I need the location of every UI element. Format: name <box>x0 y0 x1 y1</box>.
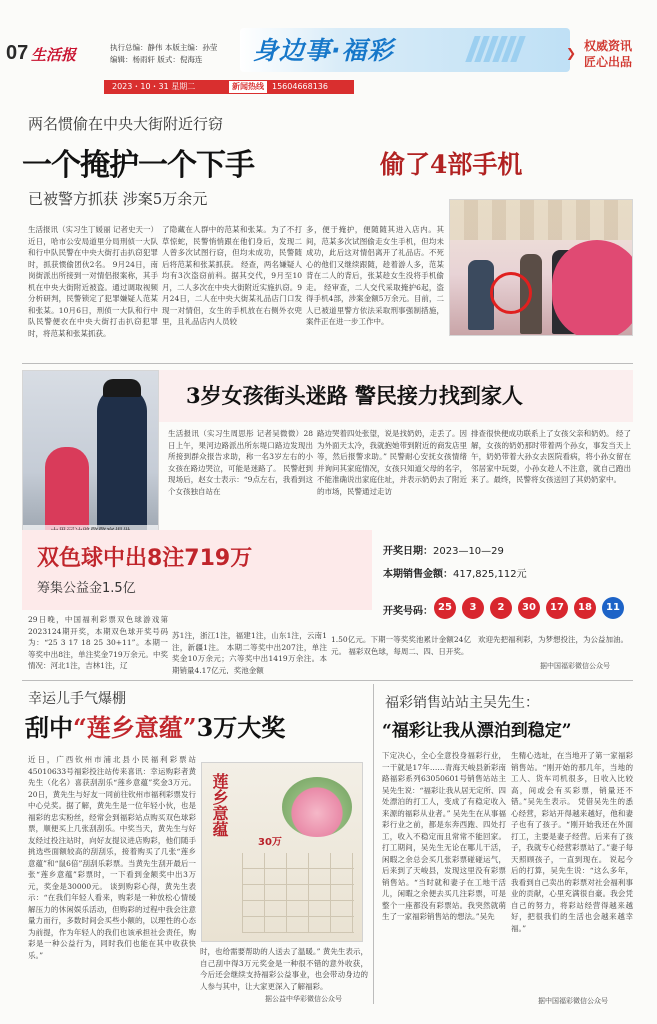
red-ball: 17 <box>546 597 568 619</box>
red-ball: 30 <box>518 597 540 619</box>
numbers-label: 开奖号码： <box>383 606 433 617</box>
red-ball: 25 <box>434 597 456 619</box>
editor-line-1: 执行总编：静伟 本版主编：孙莹 <box>110 43 218 52</box>
article3-column-2: 苏1注，浙江1注，福建1注，山东1注，云南1注，新疆1注。 本期二等奖中出207注，单注奖金10万余元；六等奖中出1419万余注。本期销量4.17亿元，奖池金额 <box>172 631 327 674</box>
divider <box>22 680 633 681</box>
red-ball: 2 <box>490 597 512 619</box>
article1-column-3: 多，便于掩护，便随随其进入店内。其间，范某多次试图偷走女生手机，但均未成功，此后这对情侣离开了礼品店。不死心的他们又继续跟随，趁着游人多，范某背在二人的背后，张某趁女生没将手机偷走。 经审查，二人交代采取掩护6起，盗得手机4部，涉案金额5万余元。目前，二人已被道里警方依法采取刑事强制措施，案件正在进一步工作中。 <box>306 225 444 326</box>
article1-deck: 已被警方抓获 涉案5万余元 <box>28 190 208 208</box>
article2-column-3: 排查很快便成功联系上了女孩父亲和奶奶。 经了解，女孩的奶奶那时带着两个孙女，事发当天上午，奶奶带着大孙女去医院看病，将小孙女留在邻居家中玩耍，小孙女趁人不注意，就自己跑出来了。最终，民警将女孩送回了其奶奶家中。 <box>471 429 631 484</box>
article4-title-highlight: “莲乡意蕴” <box>73 713 197 742</box>
article4-subtitle: 幸运儿手气爆棚 <box>28 691 126 707</box>
scratch-ticket-image <box>201 762 363 942</box>
draw-date-label: 开奖日期： <box>383 546 433 557</box>
article5-column-2: 生精心选址，在当地开了第一家福彩销售站。“刚开始的那几年，当地的工人、货车司机很多，日收入比较高，间或会有买彩票，销量还不错。”吴先生表示。 凭借吴先生的悉心经营，彩站开得越来越好，他和妻子也有了孩子。“刚开始我还在外面打工，主要是妻子经营。后来有了孩子，我就专心经营彩票站了。”妻子每天照顾孩子，一直到现在。 说起今后的打算，吴先生说：“这么多年，我看到自己卖出的彩票对社会福利事业的贡献，心里充满很自豪。我会凭自己的努力，将彩站经营得越来越好，把很我们的生活也会越来越幸福。” <box>511 751 633 933</box>
girl-figure-icon <box>45 447 89 537</box>
article1-photo <box>449 199 633 336</box>
draw-date-value: 2023—10—29 <box>433 546 504 557</box>
scratch-grid <box>242 853 354 933</box>
article1-subtitle: 两名惯偷在中央大街附近行窃 <box>28 115 224 133</box>
article4-column-1: 近日，广西钦州市浦北县小民福利彩票站45010633号福彩投注站传来喜讯：幸运购彩者黄先生（化名）喜获刮刮乐“莲乡意蕴”奖金3万元。 20日，黄先生与好友一同前往钦州市福利彩票发行中心兑奖。据了解，黄先生是一位年轻小伙，也是福彩的忠实粉丝，经常会到福彩站点购买双色球彩票，顺便买上几张刮刮乐。中奖当天，黄先生与好友经过投注站时，向好友提议进店购彩，他们随手挑选些面额较高的刮刮乐，接着购买了几张“莲乡意蕴”和“鼠6倍”刮刮乐彩票。当黄先生刮开最后一张“莲乡意蕴”彩票时，一下看到金额奖中出3万元，奖金是30000元。 谈到购彩心得，黄先生表示：“在我们年轻人看来，购彩是一种放松心情缓解压力的休闲娱乐活动，但购彩的过程中我会注意量力而行，多数时间会买些小额的，以理性的心态为前提，作为年轻人的我们也该承担社会责任，购彩是一种公益行为，同时我们也能在其中收获快乐。” <box>28 755 196 960</box>
article5-subtitle: 福彩销售站站主吴先生： <box>385 695 539 711</box>
slogan <box>584 38 632 70</box>
article1-column-2: 了隐藏在人群中的范某和张某。为了不打草惊蛇，民警悄悄跟在他们身后，发现二人曾多次试图行窃，但均未成功，民警随后将范某和张某抓获。 经查，两名嫌疑人均有3次盗窃前科。据其交代，9月至10月，二人多次在中央大街附近实施扒窃。9月24日，二人在中央大街某礼品店门口发现一对情侣，女生的手机放在右侧外衣兜里，且礼品店内人员较 <box>162 225 302 326</box>
article2-column-2: 路边哭着四处张望，说是找奶奶，走丢了。因为外面天太冷，我就抱她带到附近的商发店里等，然后报警求助。” 民警耐心安抚女孩情绪并询问其家庭情况，女孩只知道父母的名字，不能准确说出家庭住址，并表示奶奶去了附近的市场，民警通过走访 <box>317 429 467 496</box>
red-ball: 3 <box>462 597 484 619</box>
highlight-circle-icon <box>490 272 532 314</box>
sales-value: 417,825,112元 <box>453 569 527 580</box>
article4-source: 据公益中华彩微信公众号 <box>265 995 342 1003</box>
ticket-title: 莲乡意蕴 <box>210 773 229 837</box>
article4-title <box>25 708 285 743</box>
red-ball: 18 <box>574 597 596 619</box>
sales-amount <box>383 565 527 580</box>
police-officer-figure-icon <box>97 387 147 537</box>
paper-name-logo: 生活报 <box>31 46 77 64</box>
article5-column-1: 下定决心，全心全意投身福彩行业，一干就是17年……青海天峻县新彩南路福彩系列63050601号销售站站主吴先生说：“福彩让我从居无定所、四处漂泊的打工人，变成了有稳定收入来源的福彩从业者。” 吴先生在从事福彩行业之前，都是东奔西跑、四处打工，收入不稳定而且常常不能回家。打工期间，吴先生无论在哪儿干活，闲暇之余总会买几张彩票碰碰运气，后来到了天峻县，发现这里没有彩票销售站。“当时就和妻子在工地干活儿，闲暇之余便去买几注彩票，可是整个一座都没有彩票站。我突然就萌生了一家福彩销售站的想法。”吴先 <box>382 751 506 921</box>
draw-date <box>383 542 504 557</box>
article4-title-post: 3万大奖 <box>196 713 286 742</box>
arrow-icon: ❯ <box>566 46 577 60</box>
editor-line-2: 编辑：杨雨轩 版式：倪海连 <box>110 55 203 64</box>
article3-source: 据中国福彩微信公众号 <box>540 662 610 670</box>
article4-title-pre: 刮中 <box>25 713 73 742</box>
slogan-line-1: 权威资讯 <box>584 39 633 53</box>
slogan-line-2: 匠心出品 <box>584 55 633 69</box>
banner-stripes-icon <box>470 36 550 62</box>
ticket-prize: 30万 <box>258 837 282 848</box>
sales-label: 本期销售金额： <box>383 569 453 580</box>
blue-ball: 11 <box>602 597 624 619</box>
divider <box>22 363 633 364</box>
article4-column-2: 时，也给需要帮助的人送去了温暖。” 黄先生表示，自己刮中得3万元奖金是一种很不错的意外收获，今后还会继续支持福彩公益事业，也会带动身边的人参与其中，让大家更深入了解福彩。 <box>200 947 368 991</box>
column-divider <box>373 684 374 1004</box>
article1-column-1: 生活报讯（实习生丁媛丽 记者史天一）近日，哈市公安局道里分局刑侦一大队和行中队民警在中央大街打击扒窃犯罪时，抓获惯偷团伙2名。 9月24日，南岗街派出所接到一对情侣报案称，其手机在中央大街附近被盗。通过调取视频分析研判，民警锁定了犯罪嫌疑人范某和张某。10月6日，刑侦一大队和行中队民警便衣在中央大街打击扒窃犯罪时，将范某和张某抓获。 <box>28 225 158 338</box>
page-header <box>0 0 657 92</box>
article3-column-1: 29日晚，中国福利彩票双色球游戏第2023124期开奖，本期双色球开奖号码为：“25 3 17 18 25 30+11”。本期一等奖中出8注，单注奖金719万余元。中奖情况：河北1注，吉林1注，辽 <box>28 615 168 670</box>
teddy-bear-icon <box>552 240 633 336</box>
hotline-label: 新闻热线 <box>229 81 267 93</box>
page-number: 07 <box>6 42 29 64</box>
issue-date: 2023・10・31 星期二 <box>112 82 196 91</box>
article1-title: 一个掩护一个下手 <box>22 148 254 183</box>
dateline-bar <box>104 80 354 94</box>
editor-credits <box>110 42 217 66</box>
hotline-number: 15604668136 <box>272 82 328 91</box>
article3-column-3: 1.50亿元。下期一等奖奖池累计金额24亿元。 福彩双色球，每周二、四、日开奖。 <box>331 635 471 656</box>
article2-title: 3岁女孩街头迷路 警民接力找到家人 <box>186 383 523 408</box>
article3-column-4: 欢迎先把福利彩，为梦想投注，为公益加油。 <box>478 635 628 644</box>
article5-title: “福彩让我从漂泊到稳定” <box>382 721 572 741</box>
section-title: 身边事·福彩 <box>253 36 394 65</box>
lotus-icon <box>282 777 352 837</box>
article3-title: 双色球中出8注719万 <box>37 546 253 571</box>
article2-photo <box>22 370 159 540</box>
article3-deck: 筹集公益金1.5亿 <box>37 581 136 596</box>
article1-title-highlight: 偷了4部手机 <box>380 150 523 179</box>
article5-source: 据中国福彩微信公众号 <box>538 997 608 1005</box>
article2-column-1: 生活报讯（实习生周思彤 记者吴微微）28日上午，果河边路派出所东堤口路边发现出所接到群众报告求助，称一名3岁左右的小女孩在路边哭泣，可能是迷路了。 民警赶到现场后，赵女士表示：“9点左右，我看到这个女孩独自站在 <box>168 429 313 496</box>
